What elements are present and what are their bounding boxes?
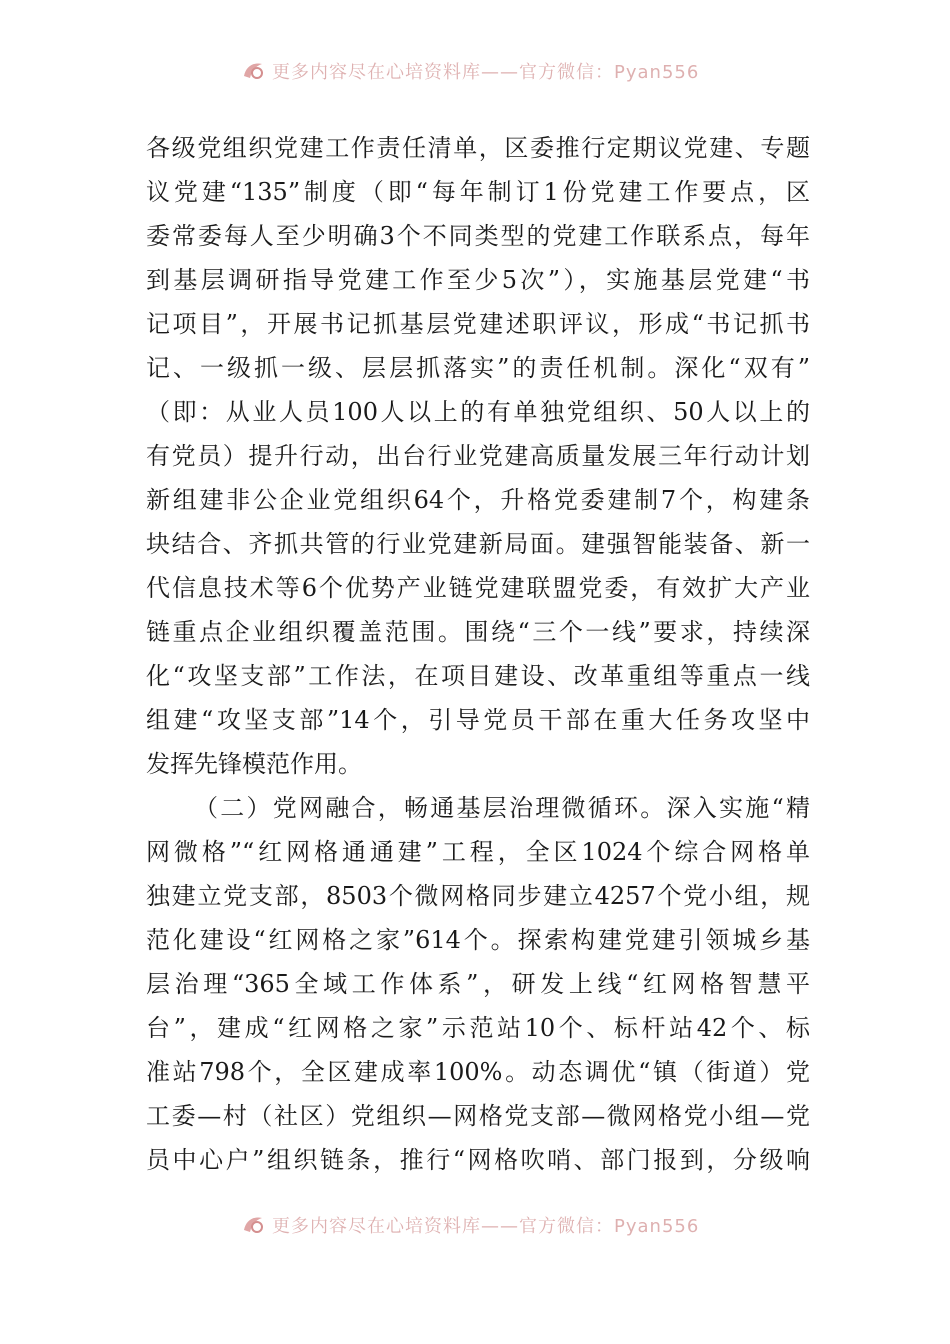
watermark-footer	[240, 1210, 760, 1240]
logo-icon	[240, 58, 266, 84]
text-line: 网微格”“红网格通通建”工程，全区1024个综合网格单	[146, 838, 810, 866]
text-line: 有党员）提升行动，出台行业党建高质量发展三年行动计划	[146, 442, 810, 470]
text-line: 化“攻坚支部”工作法，在项目建设、改革重组等重点一线	[146, 662, 810, 690]
watermark-text: 更多内容尽在心培资料库——官方微信：Pyan556	[272, 62, 700, 83]
logo-icon	[240, 1212, 266, 1238]
text-line: 块结合、齐抓共管的行业党建新局面。建强智能装备、新一	[146, 530, 810, 558]
text-line: 委常委每人至少明确3个不同类型的党建工作联系点，每年	[146, 222, 810, 250]
document-body	[146, 126, 810, 1182]
text-line: 层治理“365全域工作体系”，研发上线“红网格智慧平	[146, 970, 810, 998]
text-line: 记项目”，开展书记抓基层党建述职评议，形成“书记抓书	[146, 310, 810, 338]
text-line: 各级党组织党建工作责任清单，区委推行定期议党建、专题	[146, 134, 810, 162]
text-line: 议党建“135”制度（即“每年制订1份党建工作要点，区	[146, 178, 810, 206]
text-line: 记、一级抓一级、层层抓落实”的责任机制。深化“双有”	[146, 354, 810, 382]
text-line: 准站798个，全区建成率100%。动态调优“镇（街道）党	[146, 1058, 810, 1086]
text-line: 范化建设“红网格之家”614个。探索构建党建引领城乡基	[146, 926, 810, 954]
text-line: 代信息技术等6个优势产业链党建联盟党委，有效扩大产业	[146, 574, 810, 602]
text-line: 组建“攻坚支部”14个，引导党员干部在重大任务攻坚中	[146, 706, 810, 734]
text-line: 新组建非公企业党组织64个，升格党委建制7个，构建条	[146, 486, 810, 514]
text-line: 台”，建成“红网格之家”示范站10个、标杆站42个、标	[146, 1014, 810, 1042]
text-line: 到基层调研指导党建工作至少5次”），实施基层党建“书	[146, 266, 810, 294]
text-line: （二）党网融合，畅通基层治理微循环。深入实施“精	[194, 794, 810, 822]
text-line: 员中心户”组织链条，推行“网格吹哨、部门报到，分级响	[146, 1146, 810, 1174]
watermark-text: 更多内容尽在心培资料库——官方微信：Pyan556	[272, 1216, 700, 1237]
text-line: 工委—村（社区）党组织—网格党支部—微网格党小组—党	[146, 1102, 810, 1130]
text-line: 链重点企业组织覆盖范围。围绕“三个一线”要求，持续深	[146, 618, 810, 646]
text-line: （即：从业人员100人以上的有单独党组织、50人以上的	[146, 398, 810, 426]
text-line: 独建立党支部，8503个微网格同步建立4257个党小组，规	[146, 882, 810, 910]
text-line: 发挥先锋模范作用。	[146, 750, 362, 778]
watermark-header	[240, 56, 760, 86]
